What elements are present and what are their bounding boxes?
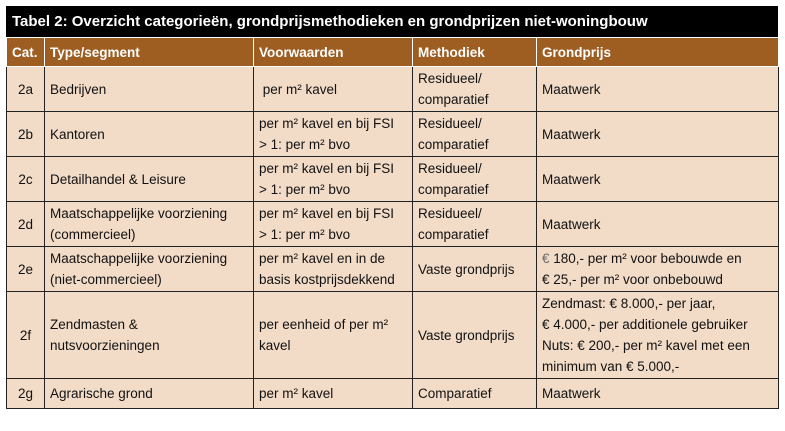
- cell-grondprijs: [537, 202, 779, 247]
- table-row: [7, 157, 779, 202]
- cell-line: minimum van € 5.000,-: [542, 359, 680, 374]
- cell-voorwaarden: [254, 157, 413, 202]
- cell-line: per m² kavel: [259, 81, 338, 97]
- cell-type: [45, 67, 254, 112]
- table-row: [7, 67, 779, 112]
- table-container: [6, 6, 778, 409]
- cell-line: Vaste grondprijs: [418, 327, 515, 343]
- cell-line: Maatwerk: [542, 171, 601, 187]
- header-row: [7, 38, 779, 67]
- cell-line: € 4.000,- per additionele gebruiker: [542, 317, 748, 332]
- cell-line: Residueel/: [418, 116, 482, 131]
- cell-line: per m² kavel en bij FSI: [259, 161, 395, 176]
- cell-voorwaarden: [254, 112, 413, 157]
- cell-type: [45, 157, 254, 202]
- cell-line: nutsvoorzieningen: [50, 338, 160, 353]
- header-voorwaarden: Voorwaarden: [254, 38, 413, 67]
- cell-line: Maatwerk: [542, 126, 601, 142]
- cell-line: Maatwerk: [542, 81, 601, 97]
- header-cat: Cat.: [7, 38, 45, 67]
- cell-line: (commercieel): [50, 227, 136, 242]
- table-row: [7, 379, 779, 409]
- cell-line: Zendmast: € 8.000,- per jaar,: [542, 296, 716, 311]
- cell-line: > 1: per m² bvo: [259, 227, 351, 242]
- cell-line: Residueel/: [418, 206, 482, 221]
- cell-line: Kantoren: [50, 126, 105, 142]
- cell-cat: 2g: [7, 379, 45, 409]
- cell-type: [45, 202, 254, 247]
- table-row: [7, 112, 779, 157]
- cell-line: € 25,- per m² voor onbebouwd: [542, 272, 723, 287]
- cell-voorwaarden: [254, 292, 413, 379]
- table-row: [7, 292, 779, 379]
- cell-line: per eenheid of per m²: [259, 317, 389, 332]
- cell-grondprijs: [537, 247, 779, 292]
- cell-voorwaarden: [254, 379, 413, 409]
- header-type: Type/segment: [45, 38, 254, 67]
- cell-line: per m² kavel en bij FSI: [259, 206, 395, 221]
- cell-line: Vaste grondprijs: [418, 261, 515, 277]
- price-table: [6, 37, 779, 409]
- cell-line: comparatief: [418, 182, 489, 197]
- cell-line: per m² kavel: [259, 386, 334, 401]
- cell-grondprijs: [537, 112, 779, 157]
- cell-line: > 1: per m² bvo: [259, 137, 351, 152]
- cell-line: Maatschappelijke voorziening: [50, 206, 228, 221]
- cell-methodiek: [413, 157, 537, 202]
- cell-cat: 2e: [7, 247, 45, 292]
- cell-line: Residueel/: [418, 161, 482, 176]
- cell-cat: 2c: [7, 157, 45, 202]
- cell-voorwaarden: [254, 202, 413, 247]
- cell-methodiek: [413, 112, 537, 157]
- cell-line: Maatwerk: [542, 386, 601, 401]
- cell-line: kavel: [259, 338, 291, 353]
- cell-cat: 2b: [7, 112, 45, 157]
- cell-line: comparatief: [418, 92, 489, 107]
- cell-line: Agrarische grond: [50, 386, 153, 401]
- euro-sign: €: [542, 251, 550, 266]
- cell-methodiek: [413, 379, 537, 409]
- cell-type: [45, 379, 254, 409]
- cell-voorwaarden: [254, 67, 413, 112]
- cell-line: Bedrijven: [50, 81, 107, 97]
- cell-methodiek: [413, 202, 537, 247]
- cell-line: > 1: per m² bvo: [259, 182, 351, 197]
- cell-line: comparatief: [418, 137, 489, 152]
- cell-text: 180,- per m² voor bebouwde en: [549, 251, 742, 266]
- cell-line: Zendmasten &: [50, 317, 138, 332]
- cell-cat: 2a: [7, 67, 45, 112]
- table-title: Tabel 2: Overzicht categorieën, grondprijsmethodieken en grondprijzen niet-woningbouw: [6, 6, 778, 37]
- cell-grondprijs: [537, 379, 779, 409]
- cell-methodiek: [413, 247, 537, 292]
- cell-line: per m² kavel en in de: [259, 251, 386, 266]
- cell-line: comparatief: [418, 227, 489, 242]
- table-row: [7, 247, 779, 292]
- cell-line: Detailhandel & Leisure: [50, 171, 186, 187]
- cell-line: Maatwerk: [542, 216, 601, 232]
- cell-methodiek: [413, 292, 537, 379]
- cell-grondprijs: [537, 67, 779, 112]
- cell-line: Residueel/: [418, 71, 482, 86]
- cell-type: [45, 247, 254, 292]
- cell-line: Maatschappelijke voorziening: [50, 251, 228, 266]
- cell-line: basis kostprijsdekkend: [259, 272, 395, 287]
- cell-line: [542, 248, 773, 269]
- header-methodiek: Methodiek: [413, 38, 537, 67]
- table-row: [7, 202, 779, 247]
- cell-grondprijs: [537, 292, 779, 379]
- cell-cat: 2d: [7, 202, 45, 247]
- cell-line: Comparatief: [418, 386, 492, 401]
- header-grondprijs: Grondprijs: [537, 38, 779, 67]
- cell-type: [45, 292, 254, 379]
- cell-cat: 2f: [7, 292, 45, 379]
- cell-methodiek: [413, 67, 537, 112]
- cell-grondprijs: [537, 157, 779, 202]
- cell-line: (niet-commercieel): [50, 272, 162, 287]
- cell-voorwaarden: [254, 247, 413, 292]
- cell-line: Nuts: € 200,- per m² kavel met een: [542, 338, 750, 353]
- cell-type: [45, 112, 254, 157]
- cell-line: per m² kavel en bij FSI: [259, 116, 395, 131]
